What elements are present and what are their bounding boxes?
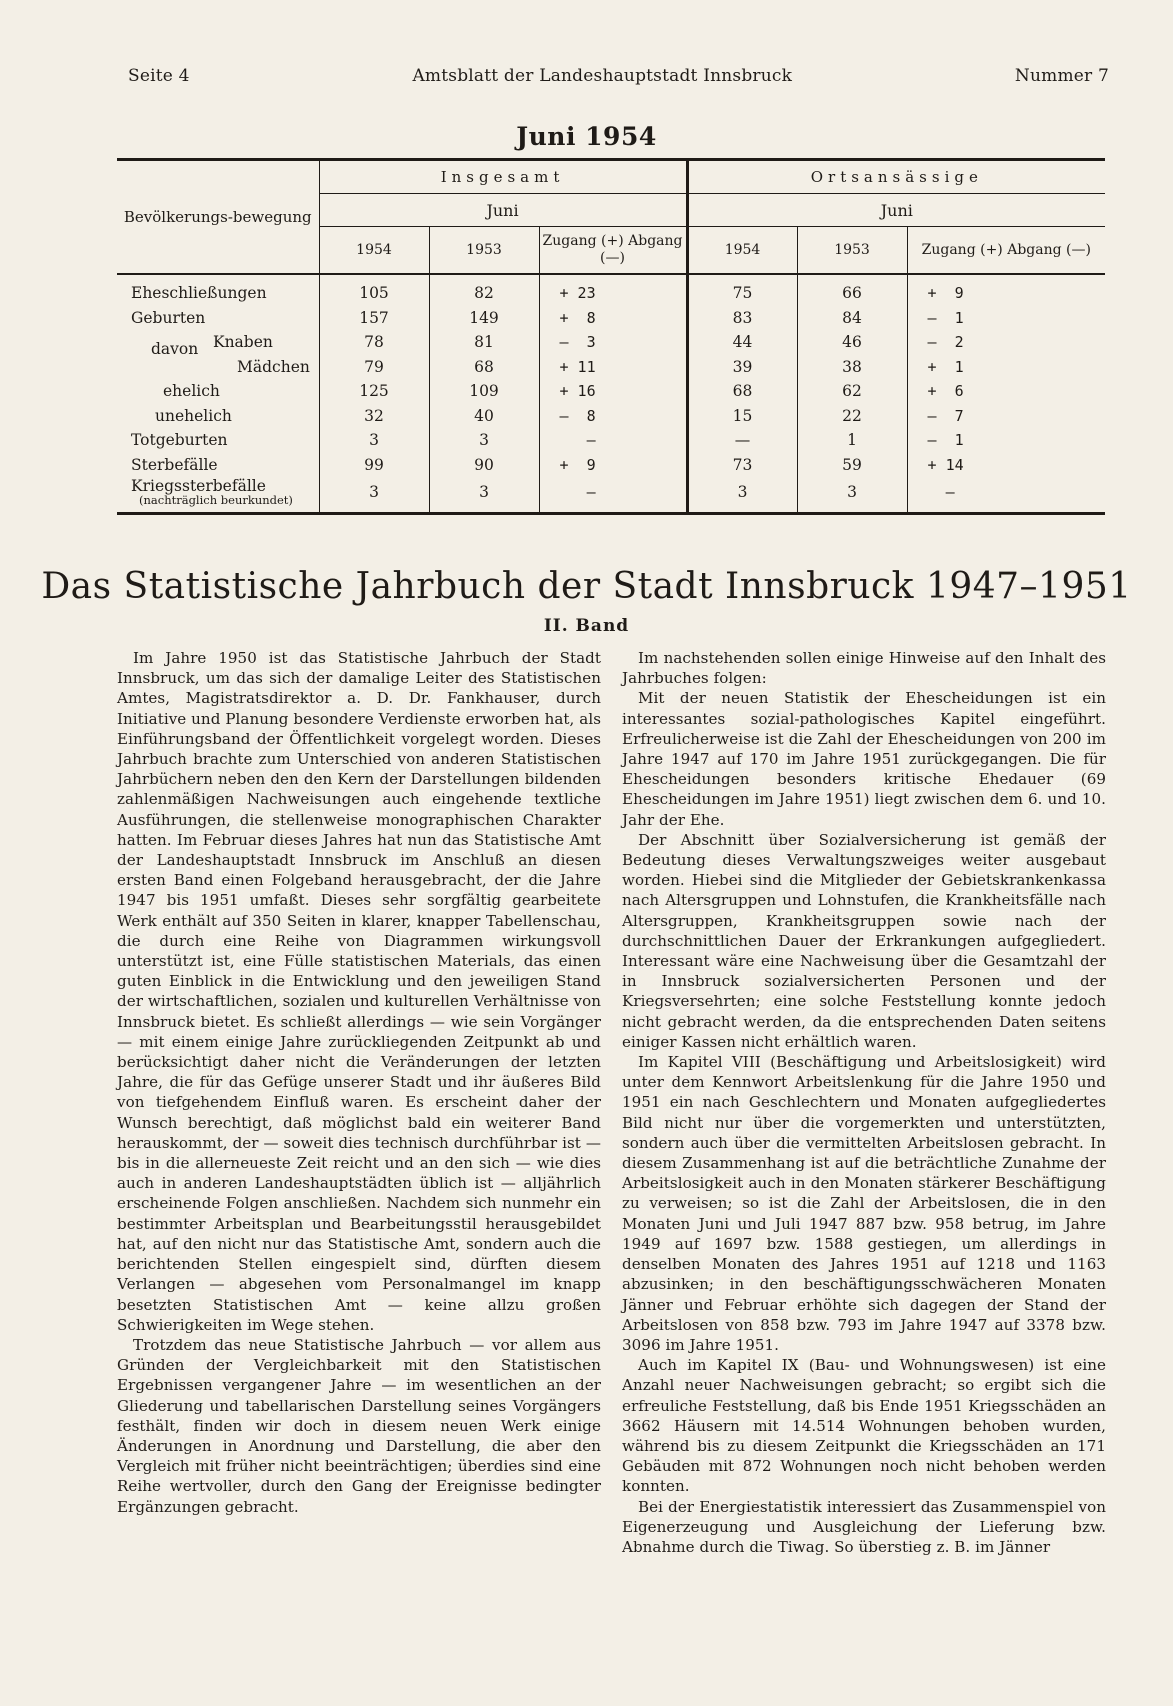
cell-resident-1954: 3 [687,477,797,514]
cell-total-1953: 3 [429,428,539,453]
row-label: Totgeburten [131,431,228,450]
cell-total-1954: 79 [319,355,429,380]
cell-resident-change: — 2 [907,330,1105,355]
paragraph: Im nachstehenden sollen einige Hinweise auf den Inhalt des Jahrbuches folgen: [622,649,1106,688]
cell-resident-1953: 66 [797,274,907,306]
row-label-group [117,330,319,379]
cell-resident-1954: 73 [687,453,797,478]
cell-total-1954: 3 [319,477,429,514]
paragraph: Bei der Energiestatistik interessiert das Zusammenspiel von Eigenerzeugung und Ausgleichung der Lieferung bzw. Abnahme durch die Tiwag. So überstieg z. B. im Jänner [622,1497,1106,1556]
cell-total-1953: 149 [429,306,539,331]
cell-resident-1953: 3 [797,477,907,514]
row-label: unehelich [155,406,232,425]
cell-total-1953: 82 [429,274,539,306]
row-header-movement: Bevölkerungs-bewegung [117,160,319,275]
page-number: Seite 4 [128,66,190,86]
cell-total-change: + 23 [539,274,687,306]
col-header-1954-total: 1954 [319,227,429,275]
cell-total-1953: 90 [429,453,539,478]
table-row [117,453,1105,478]
row-label: Geburten [131,308,206,327]
table-row [117,330,1105,355]
running-header [128,66,1109,86]
cell-total-change: + 8 [539,306,687,331]
col-header-change-resident: Zugang (+) Abgang (—) [907,227,1105,275]
cell-total-change: — 8 [539,404,687,429]
cell-total-1953: 40 [429,404,539,429]
table-row [117,274,1105,306]
paragraph: Im Kapitel VIII (Beschäftigung und Arbeitslosigkeit) wird unter dem Kennwort Arbeitslenkung für die Jahre 1950 und 1951 ein nach Geschlechtern und Monaten aufgegliedertes Bild nicht nur über die vorgemerkten und unterstützten, sondern auch über die vermittelten Arbeitslosen gebracht. In diesem Zusammenhang ist auf die beträchtliche Zunahme der Arbeitslosigkeit auch in den Monaten stärkerer Beschäftigung zu verweisen; so ist die Zahl der Arbeitslosen, die in den Monaten Juni und Juli 1947 887 bzw. 958 betrug, im Jahre 1949 auf 1697 bzw. 1588 gestiegen, um allerdings in denselben Monaten des Jahres 1951 auf 1218 und 1163 abzusinken; in den beschäftigungsschwächeren Monaten Jänner und Februar erhöhte sich dagegen der Stand der Arbeitslosen von 858 bzw. 793 im Jahre 1947 auf 3378 bzw. 3096 im Jahre 1951. [622,1053,1106,1354]
row-label-note: (nachträglich beurkundet) [139,493,293,507]
cell-resident-1953: 84 [797,306,907,331]
davon-label: davon [151,340,199,358]
population-statistics-table [117,158,1105,515]
cell-total-change: — [539,428,687,453]
cell-total-1954: 3 [319,428,429,453]
cell-total-1953: 3 [429,477,539,514]
publication-title: Amtsblatt der Landeshauptstadt Innsbruck [412,66,793,86]
row-label: Knaben [213,333,273,351]
cell-total-change: + 16 [539,379,687,404]
cell-resident-1953: 38 [797,355,907,380]
cell-total-1954: 99 [319,453,429,478]
cell-total-change: + 11 [539,355,687,380]
month-header-total: Juni [319,194,687,227]
cell-resident-1954: 44 [687,330,797,355]
cell-total-1954: 32 [319,404,429,429]
cell-total-1953: 81 [429,330,539,355]
cell-total-1954: 125 [319,379,429,404]
table-row [117,306,1105,331]
cell-resident-1954: 83 [687,306,797,331]
cell-total-1954: 78 [319,330,429,355]
row-label-text: Kriegssterbefälle [131,477,266,495]
issue-number: Nummer 7 [1014,66,1109,86]
cell-resident-1954: 39 [687,355,797,380]
cell-resident-change: — 1 [907,428,1105,453]
cell-resident-change: — [907,477,1105,514]
cell-total-change: + 9 [539,453,687,478]
cell-resident-change: + 6 [907,379,1105,404]
cell-resident-change: + 1 [907,355,1105,380]
table-row [117,477,1105,514]
col-header-1953-total: 1953 [429,227,539,275]
article-column-right [622,648,1106,1557]
cell-resident-1954: — [687,428,797,453]
cell-resident-1953: 59 [797,453,907,478]
table-row [117,428,1105,453]
cell-resident-change: + 14 [907,453,1105,478]
cell-total-1953: 68 [429,355,539,380]
col-header-change-total: Zugang (+) Abgang (—) [539,227,687,275]
cell-resident-1953: 62 [797,379,907,404]
row-label: ehelich [163,382,220,401]
article-title: Das Statistische Jahrbuch der Stadt Innsbruck 1947–1951 [41,566,1132,607]
col-header-1953-resident: 1953 [797,227,907,275]
row-label: Sterbefälle [131,455,218,474]
cell-total-1953: 109 [429,379,539,404]
cell-resident-1953: 46 [797,330,907,355]
cell-total-change: — [539,477,687,514]
cell-resident-change: + 9 [907,274,1105,306]
cell-resident-1954: 75 [687,274,797,306]
cell-resident-change: — 1 [907,306,1105,331]
cell-total-1954: 105 [319,274,429,306]
paragraph: Trotzdem das neue Statistische Jahrbuch — vor allem aus Gründen der Vergleichbarkeit mit den Statistischen Ergebnissen vergangener Jahre — im wesentlichen an der Gliederung und tabellarischen Darstellung seines Vorgängers festhält, finden wir doch in diesem neuen Werk einige Änderungen in Anordnung und Darstellung, die aber den Vergleich mit früher nicht beeinträchtigen; überdies sind eine Reihe wertvoller, durch den Gang der Ereignisse bedingter Ergänzungen gebracht. [117,1335,601,1516]
paragraph: Der Abschnitt über Sozialversicherung ist gemäß der Bedeutung dieses Verwaltungszweiges weiter ausgebaut worden. Hiebei sind die Mitglieder der Gebietskrankenkassa nach Altersgruppen und Lohnstufen, die Krankheitsfälle nach Altersgruppen, Krankheitsgruppen sowie nach der durchschnittlichen Dauer der Erkrankungen aufgegliedert. Interessant wäre eine Nachweisung über die Gesamtzahl der in Innsbruck sozialversicherten Personen und der Kriegsversehrten; eine solche Feststellung konnte jedoch nicht gebracht werden, da die entsprechenden Daten seitens einiger Kassen nicht erhältlich waren. [622,830,1106,1051]
paragraph: Auch im Kapitel IX (Bau- und Wohnungswesen) ist eine Anzahl neuer Nachweisungen gebracht; so ergibt sich die erfreuliche Feststellung, daß bis Ende 1951 Kriegsschäden an 3662 Häusern mit 14.514 Wohnungen behoben wurden, während bis zu diesem Zeitpunkt die Kriegsschäden an 171 Gebäuden mit 872 Wohnungen noch nicht behoben werden konnten. [622,1356,1106,1496]
group-header-resident: Ortsansässige [687,160,1105,194]
paragraph: Mit der neuen Statistik der Ehescheidungen ist ein interessantes sozial-pathologisches Kapitel eingeführt. Erfreulicherweise ist die Zahl der Ehescheidungen von 200 im Jahre 1947 auf 170 im Jahre 1951 zurückgegangen. Die für Ehescheidungen besonders kritische Ehedauer (69 Ehescheidungen im Jahre 1951) liegt zwischen dem 6. und 10. Jahr der Ehe. [622,689,1106,829]
table-row [117,379,1105,404]
col-header-1954-resident: 1954 [687,227,797,275]
cell-resident-1954: 68 [687,379,797,404]
table-title: Juni 1954 [516,122,657,151]
cell-resident-1953: 1 [797,428,907,453]
row-label: Mädchen [237,357,310,376]
group-header-total: Insgesamt [319,160,687,194]
month-header-resident: Juni [687,194,1105,227]
article-subtitle: II. Band [543,616,630,636]
row-label: Eheschließungen [131,284,267,303]
cell-total-change: — 3 [539,330,687,355]
cell-total-1954: 157 [319,306,429,331]
table-row [117,404,1105,429]
row-label [117,477,319,514]
paragraph: Im Jahre 1950 ist das Statistische Jahrbuch der Stadt Innsbruck, um das sich der damalige Leiter des Statistischen Amtes, Magistratsdirektor a. D. Dr. Fankhauser, durch Initiative und Planung besondere Verdienste erworben hat, als Einführungsband der Öffentlichkeit vorgelegt worden. Dieses Jahrbuch brachte zum Unterschied von anderen Statistischen Jahrbüchern neben den den Kern der Darstellungen bildenden zahlenmäßigen Nachweisungen auch eingehende textliche Ausführungen, die stellenweise monographischen Charakter hatten. Im Februar dieses Jahres hat nun das Statistische Amt der Landeshauptstadt Innsbruck im Anschluß an diesen ersten Band einen Folgeband herausgebracht, der die Jahre 1947 bis 1951 umfaßt. Dieses sehr sorgfältig gearbeitete Werk enthält auf 350 Seiten in klarer, knapper Tabellenschau, die durch eine Reihe von Diagrammen wirkungsvoll unterstützt ist, eine Fülle statistischen Materials, das einen guten Einblick in die Entwicklung und den jeweiligen Stand der wirtschaftlichen, sozialen und kulturellen Verhältnisse von Innsbruck bietet. Es schließt allerdings — wie sein Vorgänger — mit einem einige Jahre zurückliegenden Zeitpunkt ab und berücksichtigt daher nicht die Veränderungen der letzten Jahre, die für das Gefüge unserer Stadt und ihr äußeres Bild von tiefgehendem Einfluß waren. Es erscheint daher der Wunsch berechtigt, daß möglichst bald ein weiterer Band herauskommt, der — soweit dies technisch durchführbar ist — bis in die allerneueste Zeit reicht und an den sich — wie dies auch in anderen Landeshauptstädten üblich ist — alljährlich erscheinende Folgen anschließen. Nachdem sich nunmehr ein bestimmter Arbeitsplan und Bearbeitungsstil herausgebildet hat, auf den nicht nur das Statistische Amt, sondern auch die berichtenden Stellen eingespielt sind, dürften diesem Verlangen — abgesehen vom Personalmangel im knapp besetzten Statistischen Amt — keine allzu großen Schwierigkeiten im Wege stehen. [117,649,601,1334]
cell-resident-change: — 7 [907,404,1105,429]
article-column-left [117,648,601,1517]
cell-resident-1954: 15 [687,404,797,429]
cell-resident-1953: 22 [797,404,907,429]
